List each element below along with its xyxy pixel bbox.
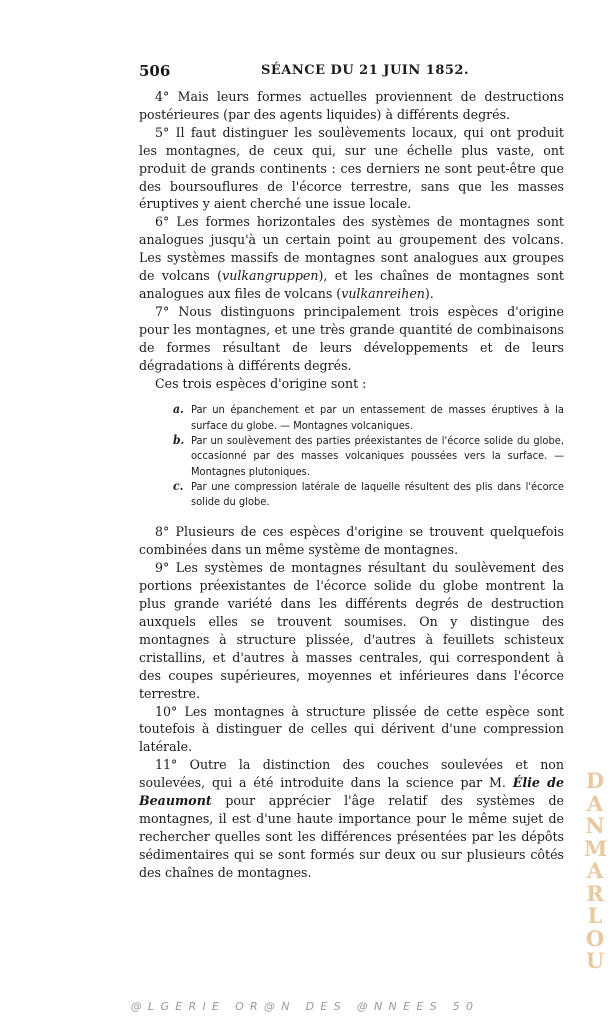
watermark-letter: U	[585, 948, 605, 973]
paragraph-6-text-a: 6° Les formes horizontales des systèmes de montagnes sont analogues jusqu'à un certain point au groupement des volcans. Les systèmes massifs de montagnes sont analogues aux groupes de volcans (	[139, 214, 564, 284]
watermark-letter: N	[585, 813, 605, 838]
list-item	[173, 433, 564, 479]
list-intro: Ces trois espèces d'origine sont :	[155, 375, 367, 391]
origin-types-list	[173, 402, 564, 509]
list-item-text: Par un épanchement et par un entassement de masses éruptives à la surface du globe. — Montagnes volcaniques.	[191, 403, 564, 432]
page-header	[139, 62, 564, 82]
paragraph-4: 4° Mais leurs formes actuelles proviennent de destructions postérieures (par des agents liquides) à différents degrés.	[139, 89, 564, 122]
watermark-letter: A	[586, 790, 604, 816]
watermark-letter: O	[585, 925, 605, 951]
paragraph-6	[139, 213, 564, 303]
list-item	[173, 479, 564, 510]
paragraph-11	[139, 756, 564, 881]
running-title: SÉANCE DU 21 JUIN 1852.	[261, 63, 469, 78]
paragraph-10: 10° Les montagnes à structure plissée de cette espèce sont toutefois à distinguer de celles qui dérivent d'une compression latérale.	[139, 703, 564, 755]
list-item-text: Par une compression latérale de laquelle résultent des plis dans l'écorce solide du globe.	[191, 479, 564, 509]
paragraph-7: 7° Nous distinguons principalement trois espèces d'origine pour les montagnes, et une très grande quantité de combinaisons de formes résultant de leurs développements et de leurs dégradations à différents degrés.	[139, 303, 564, 373]
paragraph-6-text-c: ).	[424, 285, 434, 301]
paragraph-6-term-vulkanreihen: vulkanreihen	[341, 285, 425, 301]
list-item-marker: c.	[173, 478, 184, 493]
watermark-letter: M	[584, 835, 608, 861]
watermark-letter: R	[586, 880, 604, 906]
paragraph-9: 9° Les systèmes de montagnes résultant du soulèvement des portions préexistantes de l'écorce solide du globe montrent la plus grande variété dans les différents degrés de destruction auxquels elles se trouvent soumises. On y distingue des montagnes à structure plissée, d'autres à feuillets schisteux cristallins, et d'autres à masses centrales, qui correspondent à des coupes supérieures, moyennes et inférieures dans l'écorce terrestre.	[139, 560, 564, 701]
watermark-letter: D	[585, 768, 605, 793]
paragraph-11-author-name: Élie de Beaumont	[139, 775, 564, 809]
page-body	[139, 88, 564, 882]
list-item-marker: a.	[173, 402, 184, 417]
paragraph-11-text-b: pour apprécier l'âge relatif des systèmes de montagnes, il est d'une haute importance pour le même sujet de rechercher quelles sont les différences présentées par les dépôts sédimentaires qui se sont formés sur deux ou sur plusieurs côtés des chaînes de montagnes.	[139, 793, 564, 880]
paragraph-8: 8° Plusieurs de ces espèces d'origine se trouvent quelquefois combinées dans un même système de montagnes.	[139, 524, 564, 558]
paragraph-5: 5° Il faut distinguer les soulèvements locaux, qui ont produit les montagnes, de ceux qui, sur une échelle plus vaste, ont produit de grands continents : ces derniers ne sont peut-être que des boursouflures de l'écorce terrestre, sans que les masses éruptives y aient cherché une issue locale.	[139, 124, 564, 212]
list-item-marker: b.	[173, 433, 185, 447]
paragraph-6-term-vulkangruppen: vulkangruppen	[222, 268, 319, 284]
watermark-letter: L	[587, 903, 603, 928]
paragraph-11-text-a: 11° Outre la distinction des couches soulevées et non soulevées, qui a été introduite dans la science par M.	[139, 757, 564, 791]
page-number: 506	[139, 62, 171, 80]
watermark-letter: A	[586, 858, 604, 883]
list-item	[173, 402, 564, 433]
footer-watermark: @LGERIE OR@N DES @NNEES 50	[130, 1000, 480, 1013]
vertical-watermark	[584, 770, 606, 973]
paragraph-6-text-b: ), et les chaînes de montagnes sont analogues aux files de volcans (	[139, 268, 564, 301]
list-item-text: Par un soulèvement des parties préexistantes de l'écorce solide du globe, occasionné par des masses volcaniques poussées vers la surface. — Montagnes plutoniques.	[191, 434, 564, 478]
